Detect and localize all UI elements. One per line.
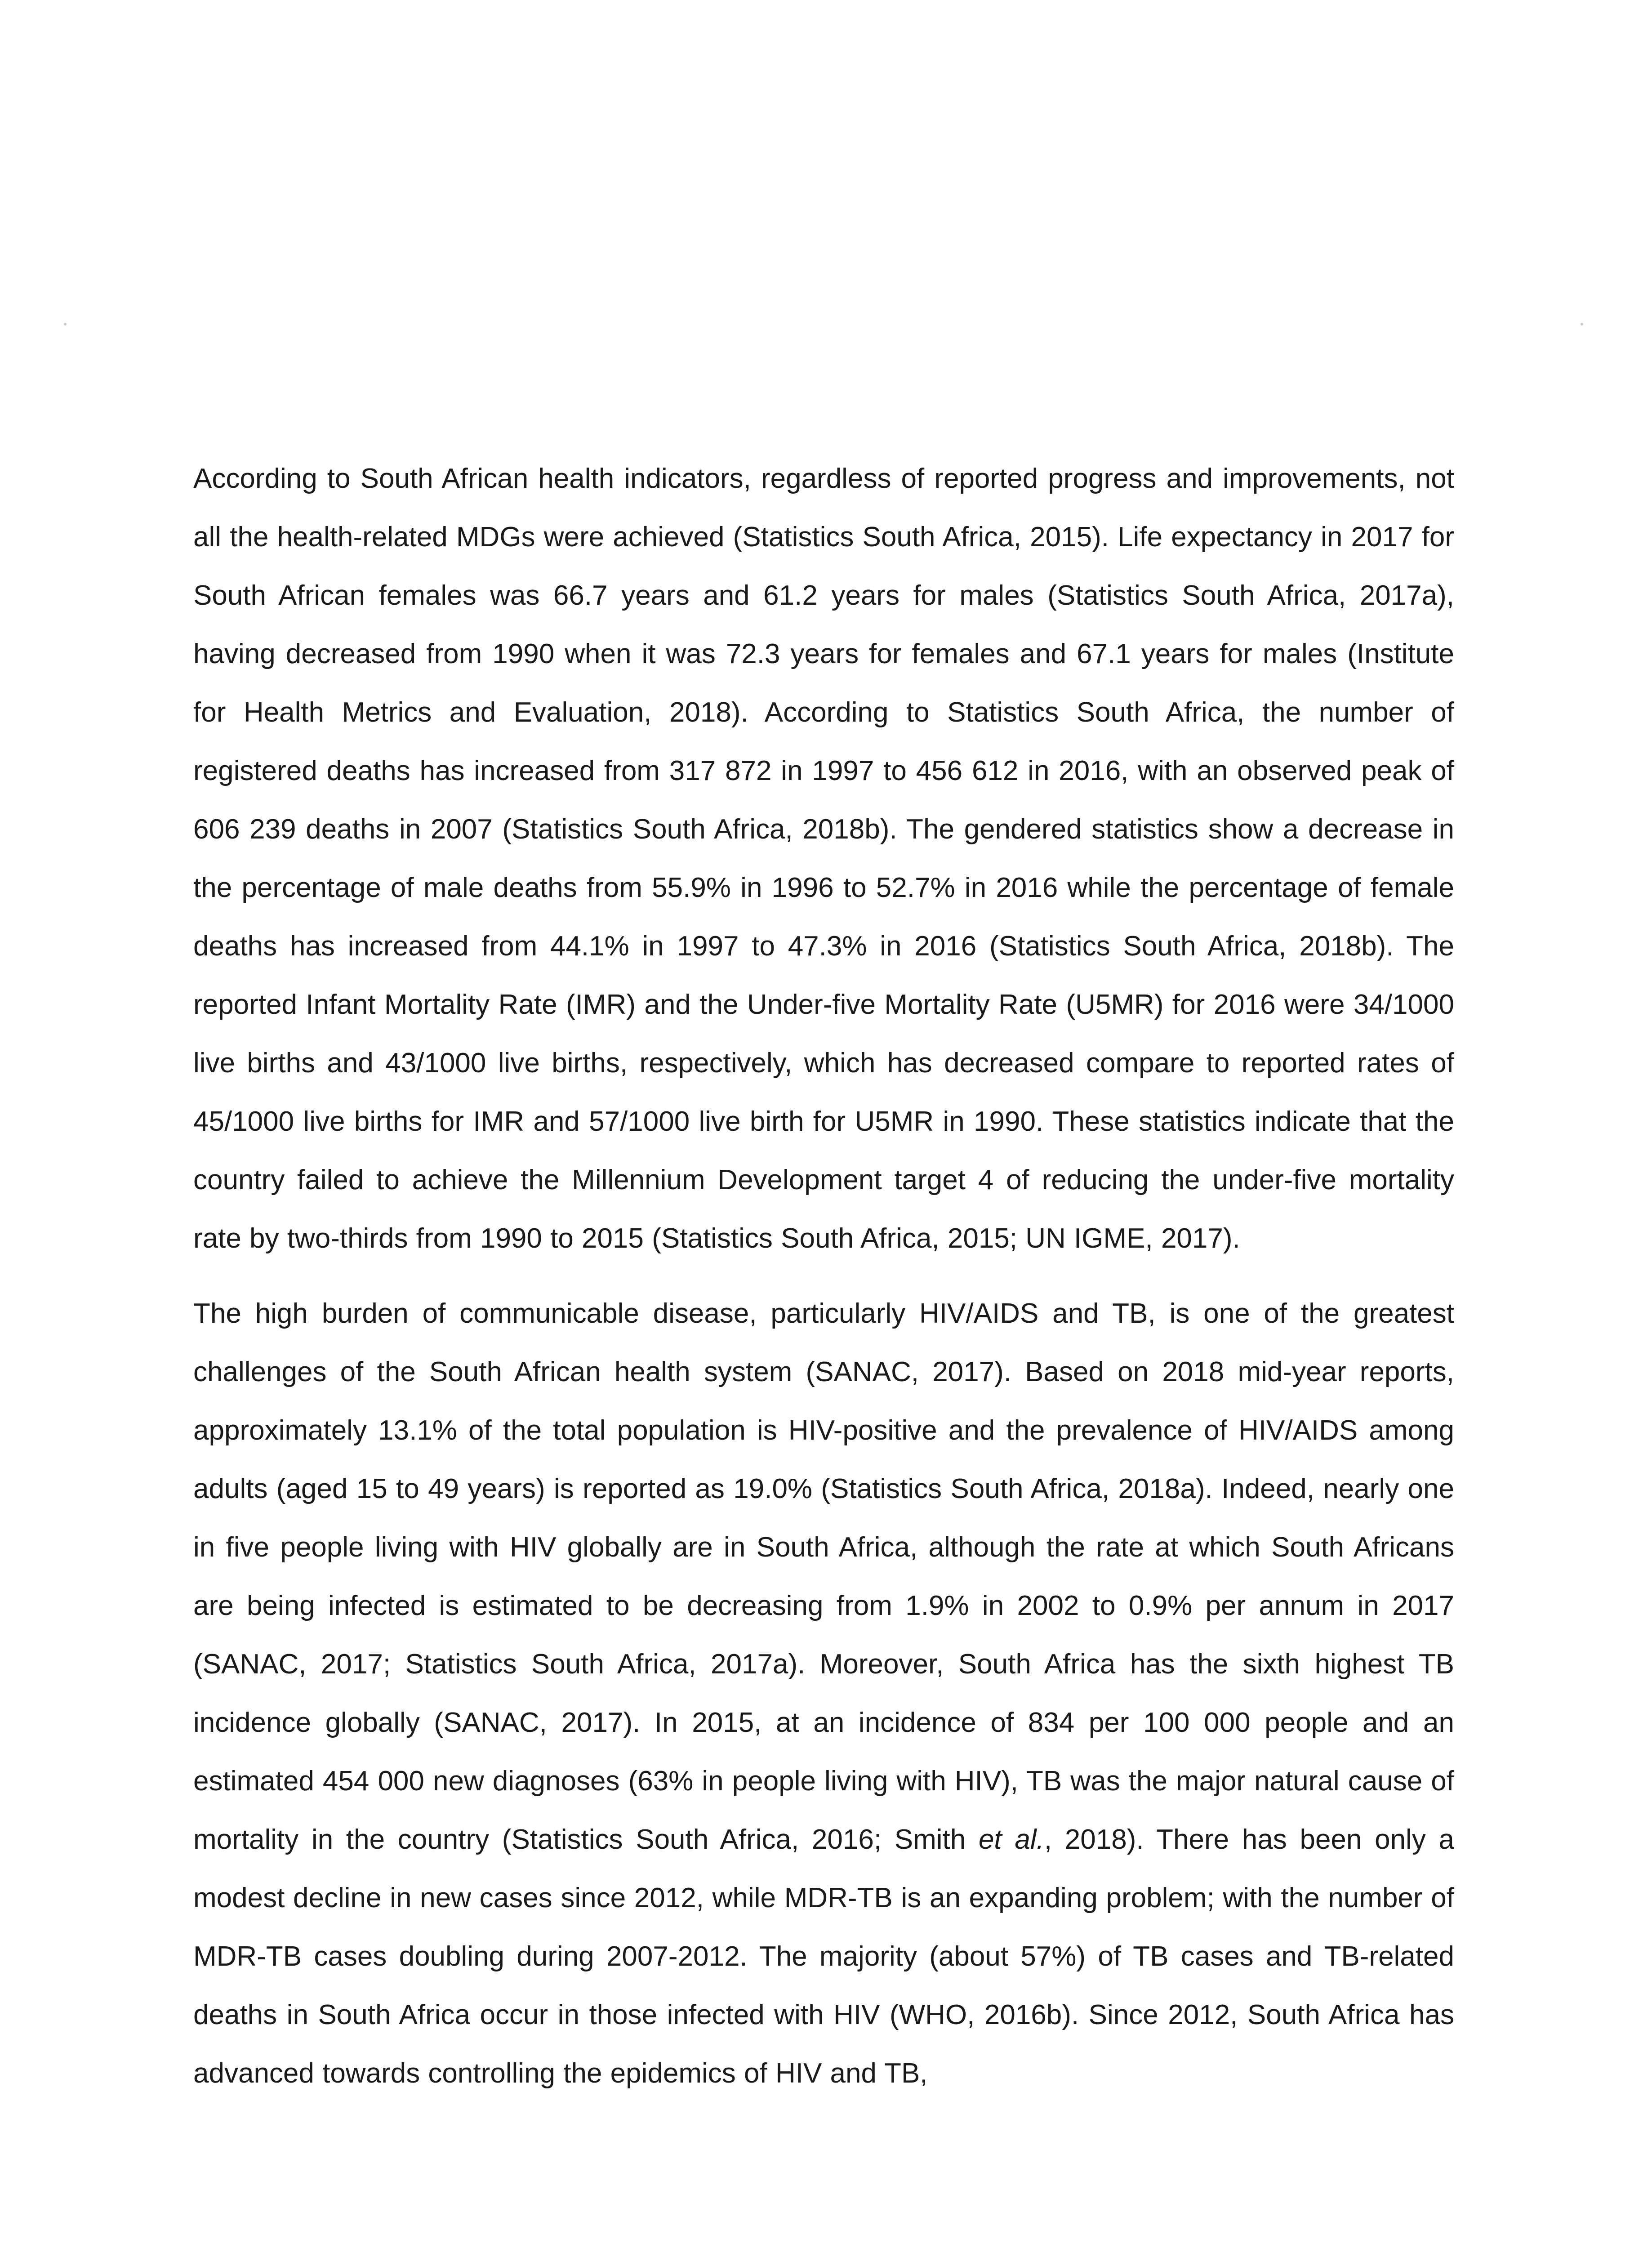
paragraph-text-continued: , 2018). There has been only a modest decline in new cases since 2012, while MDR-TB is an expanding problem; with the number of MDR-TB cases doubling during 2007-2012. The majority (about 57%) of TB cases and TB-related deaths in South Africa occur in those infected with HIV (WHO, 2016b). Since 2012, South Africa has advanced towards controlling the epidemics of HIV and TB, (193, 1824, 1455, 2089)
paragraph-text: According to South African health indicators, regardless of reported progress and improvements, not all the health-related MDGs were achieved (Statistics South Africa, 2015). Life expectancy in 2017 for South African females was 66.7 years and 61.2 years for males (Statistics South Africa, 2017a), having decreased from 1990 when it was 72.3 years for females and 67.1 years for males (Institute for Health Metrics and Evaluation, 2018). According to Statistics South Africa, the number of registered deaths has increased from 317 872 in 1997 to 456 612 in 2016, with an observed peak of 606 239 deaths in 2007 (Statistics South Africa, 2018b). The gendered statistics show a decrease in the percentage of male deaths from 55.9% in 1996 to 52.7% in 2016 while the percentage of female deaths has increased from 44.1% in 1997 to 47.3% in 2016 (Statistics South Africa, 2018b). The reported Infant Mortality Rate (IMR) and the Under-five Mortality Rate (U5MR) for 2016 were 34/1000 live births and 43/1000 live births, respectively, which has decreased compare to reported rates of 45/1000 live births for IMR and 57/1000 live birth for U5MR in 1990. These statistics indicate that the country failed to achieve the Millennium Development target 4 of reducing the under-five mortality rate by two-thirds from 1990 to 2015 (Statistics South Africa, 2015; UN IGME, 2017). (193, 463, 1454, 1254)
paragraph-mortality-statistics (193, 450, 1454, 1268)
italic-citation: et al. (978, 1824, 1044, 1855)
scan-dot-left (64, 323, 67, 326)
paragraph-communicable-disease (193, 1285, 1454, 2103)
body-text (193, 450, 1454, 2103)
paragraph-text: The high burden of communicable disease, particularly HIV/AIDS and TB, is one of the greatest challenges of the South African health system (SANAC, 2017). Based on 2018 mid-year reports, approximately 13.1% of the total population is HIV-positive and the prevalence of HIV/AIDS among adults (aged 15 to 49 years) is reported as 19.0% (Statistics South Africa, 2018a). Indeed, nearly one in five people living with HIV globally are in South Africa, although the rate at which South Africans are being infected is estimated to be decreasing from 1.9% in 2002 to 0.9% per annum in 2017 (SANAC, 2017; Statistics South Africa, 2017a). Moreover, South Africa has the sixth highest TB incidence globally (SANAC, 2017). In 2015, at an incidence of 834 per 100 000 people and an estimated 454 000 new diagnoses (63% in people living with HIV), TB was the major natural cause of mortality in the country (Statistics South Africa, 2016; Smith (193, 1298, 1454, 1855)
scan-dot-right (1581, 323, 1583, 326)
